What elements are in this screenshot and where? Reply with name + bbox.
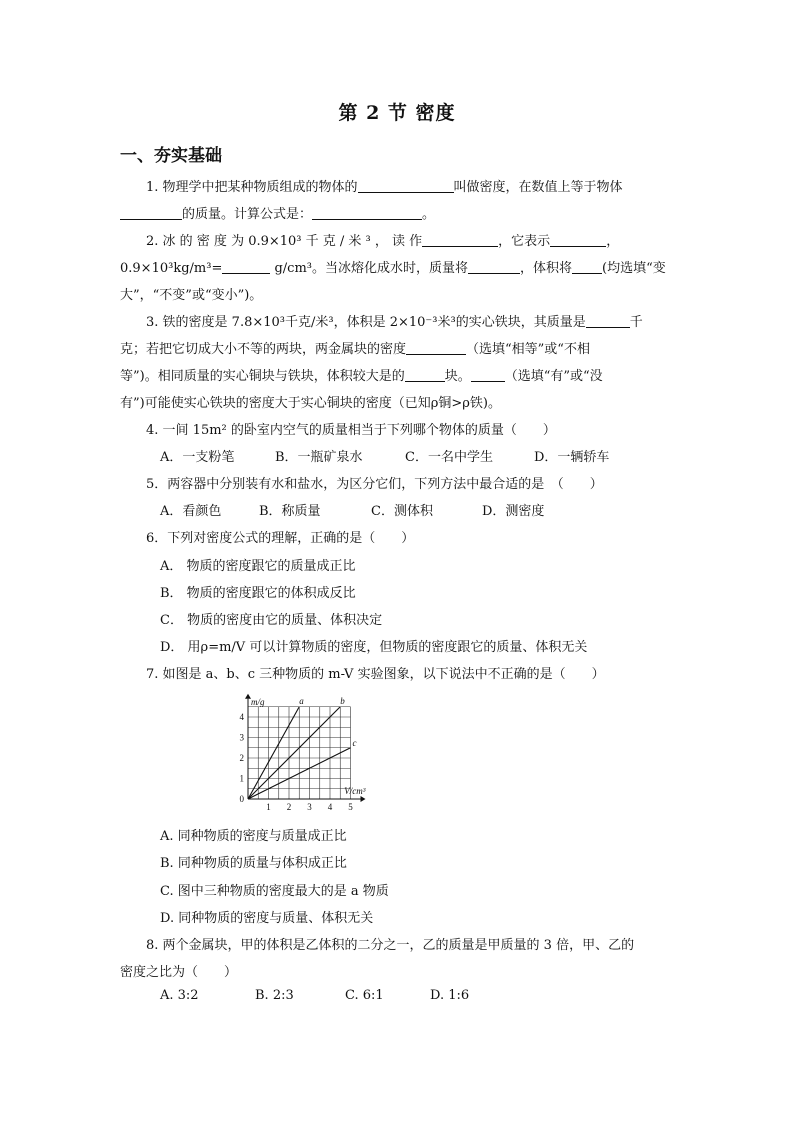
page-title: 第 2 节 密度 [338, 102, 456, 124]
q6-option-b: B． 物质的密度跟它的体积成反比 [160, 586, 356, 601]
q8-line1: 8. 两个金属块，甲的体积是乙体积的二分之一，乙的质量是甲质量的 3 倍，甲、乙的 [146, 938, 635, 953]
q3-line2 [120, 338, 590, 357]
q3-text-5: 等”)。相同质量的实心铜块与铁块，体积较大是的 [120, 369, 405, 384]
q1-line1 [146, 176, 623, 195]
x-tick-label: 5 [348, 802, 353, 812]
q8-option-b: B. 2:3 [255, 988, 294, 1003]
q7-option-d: D. 同种物质的密度与质量、体积无关 [160, 911, 374, 926]
q6-stem: 6．下列对密度公式的理解，正确的是（ ） [146, 531, 415, 546]
q6-option-c: C． 物质的密度由它的质量、体积决定 [160, 613, 383, 628]
q5-option-a: A．看颜色 [160, 504, 222, 519]
mv-graph [228, 688, 368, 812]
q7-option-c: C. 图中三种物质的密度最大的是 a 物质 [160, 884, 389, 899]
q1-blank-2 [120, 206, 182, 220]
q8-option-a: A. 3:2 [160, 988, 199, 1003]
q1-blank-3 [312, 206, 422, 220]
chart-grid [248, 707, 351, 799]
q1-text-1: 1. 物理学中把某种物质组成的物体的 [146, 180, 358, 195]
q4-option-a: A．一支粉笔 [160, 450, 235, 465]
x-tick-label: 2 [286, 802, 292, 812]
q3-blank-4 [471, 368, 505, 382]
q8-line2: 密度之比为（ ） [120, 965, 238, 980]
x-tick-label: 1 [266, 802, 271, 812]
series-label-c: c [352, 737, 357, 748]
q3-text-3: 克；若把它切成大小不等的两块，两金属块的密度 [120, 342, 407, 357]
q8-option-d: D. 1:6 [430, 988, 470, 1003]
y-tick-label: 3 [239, 732, 244, 743]
q4-option-b: B．一瓶矿泉水 [275, 450, 363, 465]
q5-stem: 5．两容器中分别装有水和盐水，为区分它们，下列方法中最合适的是 （ ） [146, 477, 603, 492]
q3-line3 [120, 365, 603, 384]
q2-blank-4 [468, 260, 520, 274]
q2-blank-3 [222, 260, 270, 274]
q7-stem: 7. 如图是 a、b、c 三种物质的 m-V 实验图象，以下说法中不正确的是（ ） [146, 667, 605, 682]
q3-text-6: 块。 [444, 369, 471, 384]
q2-line1 [146, 230, 619, 249]
q6-option-a: A． 物质的密度跟它的质量成正比 [160, 559, 356, 574]
y-tick-label: 1 [239, 773, 244, 784]
q2-line3: 大”，“不变”或“变小”)。 [120, 288, 263, 303]
series-line-b [248, 707, 340, 799]
q1-line2 [120, 203, 435, 222]
q3-text-1: 3. 铁的密度是 7.8×10³千克/米³，体积是 2×10⁻³米³的实心铁块，其质量是 [146, 315, 586, 330]
q1-text-4: 。 [422, 207, 436, 222]
q2-text-4: 0.9×10³kg/m³= [120, 261, 223, 276]
q5-option-c: C．测体积 [371, 504, 433, 519]
q2-text-3: ， [606, 234, 620, 249]
q4-option-d: D．一辆轿车 [534, 450, 610, 465]
q7-option-b: B. 同种物质的质量与体积成正比 [160, 856, 347, 871]
q7-option-a: A. 同种物质的密度与质量成正比 [160, 829, 347, 844]
x-axis-label: V/cm³ [344, 786, 366, 796]
q5-option-d: D．测密度 [482, 504, 545, 519]
series-line-a [248, 707, 299, 799]
q5-option-b: B．称质量 [259, 504, 321, 519]
y-axis-label: m/g [251, 696, 265, 707]
q3-blank-2 [406, 341, 466, 355]
q3-text-4: （选填“相等”或“不相 [466, 342, 590, 357]
q4-option-c: C．一名中学生 [405, 450, 493, 465]
x-tick-label: 3 [307, 802, 312, 812]
q3-text-2: 千 [629, 315, 643, 330]
x-tick-label: 4 [327, 802, 333, 812]
q2-text-5: g/cm³。当冰熔化成水时，质量将 [274, 261, 469, 276]
q4-stem: 4. 一间 15m² 的卧室内空气的质量相当于下列哪个物体的质量（ ） [146, 423, 556, 438]
section-heading: 一、夯实基础 [120, 146, 222, 166]
q3-blank-3 [405, 368, 445, 382]
y-tick-label: 2 [239, 753, 244, 763]
q2-blank-1 [422, 233, 498, 247]
q2-blank-5 [572, 260, 602, 274]
q3-line1 [146, 311, 643, 330]
q2-text-7: (均选填“变 [602, 261, 666, 276]
series-label-a: a [299, 695, 304, 706]
q1-blank-1 [358, 179, 454, 193]
q3-blank-1 [586, 314, 630, 328]
q3-text-7: （选填“有”或“没 [504, 369, 603, 384]
q2-text-1: 2. 冰 的 密 度 为 0.9×10³ 千 克 / 米 ³ ， 读 作 [146, 234, 423, 249]
q3-line4: 有”)可能使实心铁块的密度大于实心铜块的密度（已知ρ铜>ρ铁)。 [120, 396, 501, 411]
x-axis-arrow [361, 796, 366, 802]
q2-blank-2 [550, 233, 606, 247]
q6-option-d: D． 用ρ=m/V 可以计算物质的密度，但物质的密度跟它的质量、体积无关 [160, 640, 588, 655]
q8-option-c: C. 6:1 [345, 988, 384, 1003]
q1-text-3: 的质量。计算公式是： [182, 207, 313, 222]
y-tick-label: 4 [239, 712, 244, 722]
origin-label: 0 [239, 794, 244, 804]
q2-line2 [120, 257, 666, 276]
q2-text-2: ，它表示 [498, 234, 551, 249]
q2-text-6: ，体积将 [520, 261, 573, 276]
q1-text-2: 叫做密度，在数值上等于物体 [453, 180, 623, 195]
series-label-b: b [340, 695, 345, 706]
